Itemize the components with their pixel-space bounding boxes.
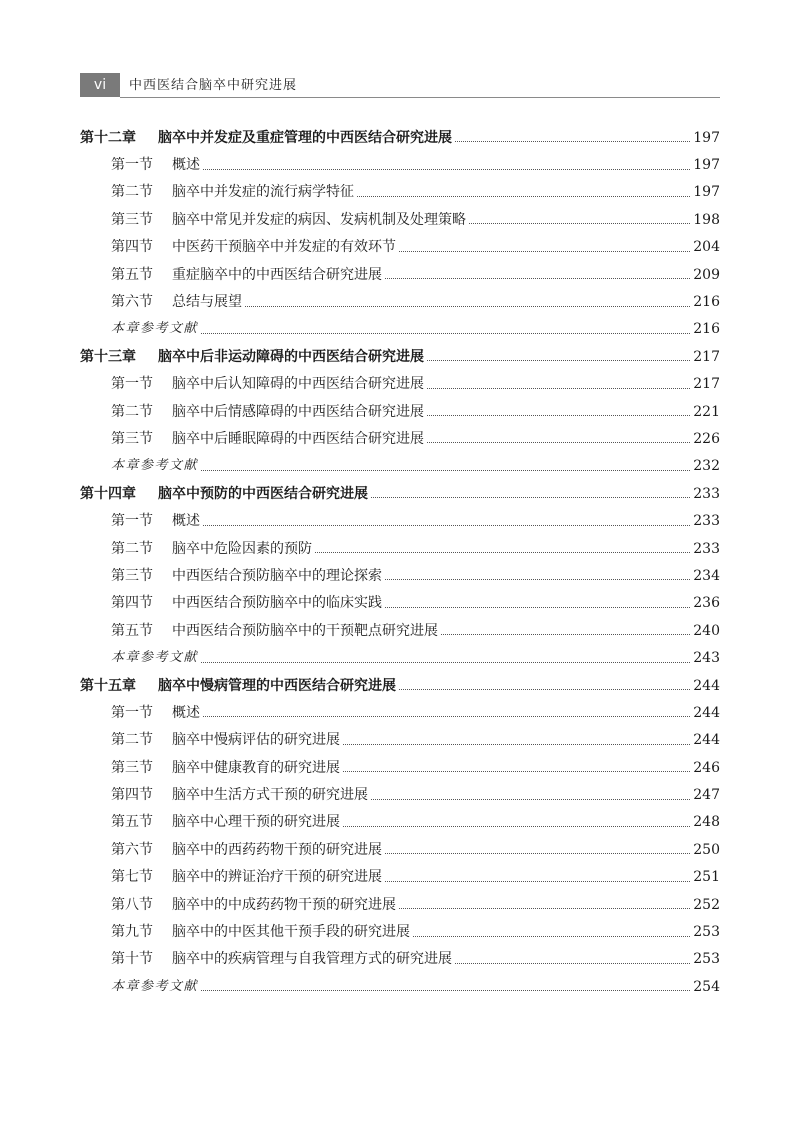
toc-references-entry-label: 本章参考文献 [111, 458, 199, 474]
toc-chapter-entry[interactable] [80, 480, 720, 507]
dot-leader [427, 442, 690, 443]
toc-section-entry[interactable] [80, 371, 720, 398]
toc-section-entry-page: 251 [693, 869, 720, 886]
toc-section-entry-label: 第一节 [111, 376, 153, 393]
toc-section-entry[interactable] [80, 754, 720, 781]
toc-section-entry-label: 第三节 [111, 567, 153, 584]
dot-leader [343, 744, 690, 745]
toc-section-entry-title: 中医药干预脑卒中并发症的有效环节 [172, 239, 396, 256]
toc-section-entry-page: 247 [693, 787, 720, 804]
toc-section-entry-title: 概述 [172, 513, 200, 530]
toc-chapter-entry-title: 脑卒中后非运动障碍的中西医结合研究进展 [158, 348, 424, 365]
dot-leader [455, 963, 690, 964]
toc-section-entry-page: 221 [693, 403, 720, 420]
dot-leader [469, 223, 690, 224]
toc-section-entry-label: 第二节 [111, 184, 153, 201]
toc-section-entry-page: 233 [693, 540, 720, 557]
toc-section-entry-label: 第三节 [111, 759, 153, 776]
toc-section-entry-label: 第二节 [111, 540, 153, 557]
toc-chapter-entry-label: 第十三章 [80, 348, 136, 365]
toc-section-entry-label: 第一节 [111, 157, 153, 174]
toc-references-entry[interactable] [80, 316, 720, 343]
book-title: 中西医结合脑卒中研究进展 [129, 78, 298, 93]
toc-section-entry-label: 第八节 [111, 896, 153, 913]
table-of-contents [80, 124, 720, 1001]
dot-leader [343, 771, 690, 772]
toc-section-entry-label: 第一节 [111, 513, 153, 530]
toc-section-entry-label: 第四节 [111, 787, 153, 804]
dot-leader [427, 360, 690, 361]
toc-section-entry-page: 248 [693, 814, 720, 831]
toc-references-entry[interactable] [80, 973, 720, 1000]
toc-references-entry-label: 本章参考文献 [111, 978, 199, 994]
toc-section-entry-page: 198 [693, 211, 720, 228]
toc-section-entry[interactable] [80, 727, 720, 754]
toc-section-entry-label: 第四节 [111, 595, 153, 612]
toc-chapter-entry[interactable] [80, 124, 720, 151]
dot-leader [245, 306, 690, 307]
toc-section-entry[interactable] [80, 918, 720, 945]
toc-references-entry-page: 254 [693, 978, 720, 995]
dot-leader [427, 388, 690, 389]
toc-section-entry[interactable] [80, 699, 720, 726]
toc-references-entry-label: 本章参考文献 [111, 321, 199, 337]
toc-section-entry-page: 233 [693, 513, 720, 530]
toc-section-entry[interactable] [80, 864, 720, 891]
toc-section-entry-title: 脑卒中后情感障碍的中西医结合研究进展 [172, 403, 424, 420]
toc-chapter-entry-label: 第十四章 [80, 485, 136, 502]
toc-section-entry-label: 第五节 [111, 814, 153, 831]
dot-leader [385, 853, 690, 854]
dot-leader [357, 196, 690, 197]
toc-section-entry[interactable] [80, 781, 720, 808]
toc-section-entry-title: 脑卒中慢病评估的研究进展 [172, 732, 340, 749]
toc-section-entry-label: 第六节 [111, 841, 153, 858]
toc-chapter-entry-title: 脑卒中并发症及重症管理的中西医结合研究进展 [158, 129, 452, 146]
toc-section-entry-label: 第二节 [111, 403, 153, 420]
toc-section-entry-page: 217 [693, 376, 720, 393]
toc-section-entry-title: 脑卒中的中成药药物干预的研究进展 [172, 896, 396, 913]
toc-section-entry-page: 197 [693, 184, 720, 201]
dot-leader [385, 278, 690, 279]
toc-section-entry-title: 重症脑卒中的中西医结合研究进展 [172, 266, 382, 283]
dot-leader [201, 990, 690, 991]
toc-section-entry[interactable] [80, 946, 720, 973]
toc-section-entry[interactable] [80, 234, 720, 261]
toc-references-entry-page: 232 [693, 458, 720, 475]
toc-section-entry-title: 脑卒中的西药药物干预的研究进展 [172, 841, 382, 858]
toc-section-entry-title: 脑卒中的辨证治疗干预的研究进展 [172, 869, 382, 886]
toc-section-entry-page: 252 [693, 896, 720, 913]
dot-leader [455, 141, 690, 142]
header-rule [120, 97, 720, 98]
toc-section-entry-title: 脑卒中的中医其他干预手段的研究进展 [172, 924, 410, 941]
toc-chapter-entry[interactable] [80, 343, 720, 370]
toc-section-entry-title: 脑卒中常见并发症的病因、发病机制及处理策略 [172, 211, 466, 228]
dot-leader [201, 333, 690, 334]
toc-chapter-entry-title: 脑卒中慢病管理的中西医结合研究进展 [158, 677, 396, 694]
toc-section-entry-label: 第五节 [111, 622, 153, 639]
toc-section-entry[interactable] [80, 809, 720, 836]
toc-section-entry-page: 244 [693, 704, 720, 721]
toc-section-entry-title: 脑卒中后睡眠障碍的中西医结合研究进展 [172, 430, 424, 447]
toc-section-entry[interactable] [80, 261, 720, 288]
toc-section-entry-page: 253 [693, 924, 720, 941]
toc-section-entry-label: 第五节 [111, 266, 153, 283]
toc-section-entry-label: 第十节 [111, 951, 153, 968]
dot-leader [203, 525, 690, 526]
toc-chapter-entry-page: 217 [693, 348, 720, 365]
toc-chapter-entry-label: 第十五章 [80, 677, 136, 694]
toc-section-entry-label: 第七节 [111, 869, 153, 886]
toc-section-entry-title: 脑卒中危险因素的预防 [172, 540, 312, 557]
dot-leader [315, 552, 690, 553]
toc-references-entry[interactable] [80, 644, 720, 671]
toc-section-entry[interactable] [80, 590, 720, 617]
toc-section-entry[interactable] [80, 617, 720, 644]
dot-leader [201, 470, 690, 471]
toc-section-entry-label: 第一节 [111, 704, 153, 721]
toc-section-entry-page: 226 [693, 430, 720, 447]
toc-section-entry-label: 第三节 [111, 211, 153, 228]
toc-section-entry-title: 脑卒中后认知障碍的中西医结合研究进展 [172, 376, 424, 393]
dot-leader [413, 936, 690, 937]
dot-leader [385, 881, 690, 882]
toc-section-entry-title: 概述 [172, 704, 200, 721]
toc-section-entry[interactable] [80, 206, 720, 233]
toc-section-entry[interactable] [80, 507, 720, 534]
page-number: vi [80, 73, 120, 97]
toc-references-entry-page: 243 [693, 650, 720, 667]
toc-section-entry[interactable] [80, 891, 720, 918]
toc-section-entry[interactable] [80, 151, 720, 178]
toc-chapter-entry[interactable] [80, 672, 720, 699]
toc-section-entry-page: 236 [693, 595, 720, 612]
toc-section-entry-title: 总结与展望 [172, 294, 242, 311]
toc-section-entry-page: 244 [693, 732, 720, 749]
dot-leader [371, 497, 690, 498]
toc-section-entry-title: 脑卒中并发症的流行病学特征 [172, 184, 354, 201]
toc-section-entry-label: 第二节 [111, 732, 153, 749]
toc-chapter-entry-page: 244 [693, 677, 720, 694]
toc-section-entry-page: 246 [693, 759, 720, 776]
running-header [80, 73, 720, 99]
toc-section-entry-title: 概述 [172, 157, 200, 174]
dot-leader [343, 826, 690, 827]
toc-section-entry-page: 234 [693, 567, 720, 584]
toc-section-entry-title: 脑卒中健康教育的研究进展 [172, 759, 340, 776]
toc-section-entry-page: 250 [693, 841, 720, 858]
toc-section-entry[interactable] [80, 288, 720, 315]
toc-section-entry-page: 209 [693, 266, 720, 283]
toc-references-entry[interactable] [80, 453, 720, 480]
toc-section-entry[interactable] [80, 836, 720, 863]
toc-section-entry-title: 脑卒中心理干预的研究进展 [172, 814, 340, 831]
toc-section-entry-page: 216 [693, 294, 720, 311]
toc-section-entry-label: 第九节 [111, 924, 153, 941]
toc-section-entry-page: 240 [693, 622, 720, 639]
toc-section-entry-title: 中西医结合预防脑卒中的干预靶点研究进展 [172, 622, 438, 639]
toc-chapter-entry-page: 233 [693, 485, 720, 502]
toc-section-entry[interactable] [80, 398, 720, 425]
toc-section-entry[interactable] [80, 535, 720, 562]
toc-section-entry[interactable] [80, 425, 720, 452]
dot-leader [399, 689, 690, 690]
toc-section-entry-label: 第三节 [111, 430, 153, 447]
toc-section-entry-title: 中西医结合预防脑卒中的临床实践 [172, 595, 382, 612]
dot-leader [385, 579, 690, 580]
dot-leader [203, 169, 690, 170]
toc-chapter-entry-title: 脑卒中预防的中西医结合研究进展 [158, 485, 368, 502]
dot-leader [385, 607, 690, 608]
toc-section-entry-title: 脑卒中的疾病管理与自我管理方式的研究进展 [172, 951, 452, 968]
toc-section-entry-label: 第六节 [111, 294, 153, 311]
dot-leader [399, 251, 690, 252]
toc-section-entry-label: 第四节 [111, 239, 153, 256]
dot-leader [441, 634, 690, 635]
toc-section-entry-title: 中西医结合预防脑卒中的理论探索 [172, 567, 382, 584]
toc-chapter-entry-label: 第十二章 [80, 129, 136, 146]
toc-chapter-entry-page: 197 [693, 129, 720, 146]
toc-section-entry[interactable] [80, 179, 720, 206]
toc-section-entry-page: 204 [693, 239, 720, 256]
toc-section-entry[interactable] [80, 562, 720, 589]
dot-leader [399, 908, 690, 909]
toc-references-entry-label: 本章参考文献 [111, 650, 199, 666]
toc-section-entry-page: 197 [693, 157, 720, 174]
dot-leader [203, 716, 690, 717]
toc-references-entry-page: 216 [693, 321, 720, 338]
dot-leader [201, 662, 690, 663]
dot-leader [427, 415, 690, 416]
dot-leader [371, 799, 690, 800]
toc-section-entry-page: 253 [693, 951, 720, 968]
toc-section-entry-title: 脑卒中生活方式干预的研究进展 [172, 787, 368, 804]
